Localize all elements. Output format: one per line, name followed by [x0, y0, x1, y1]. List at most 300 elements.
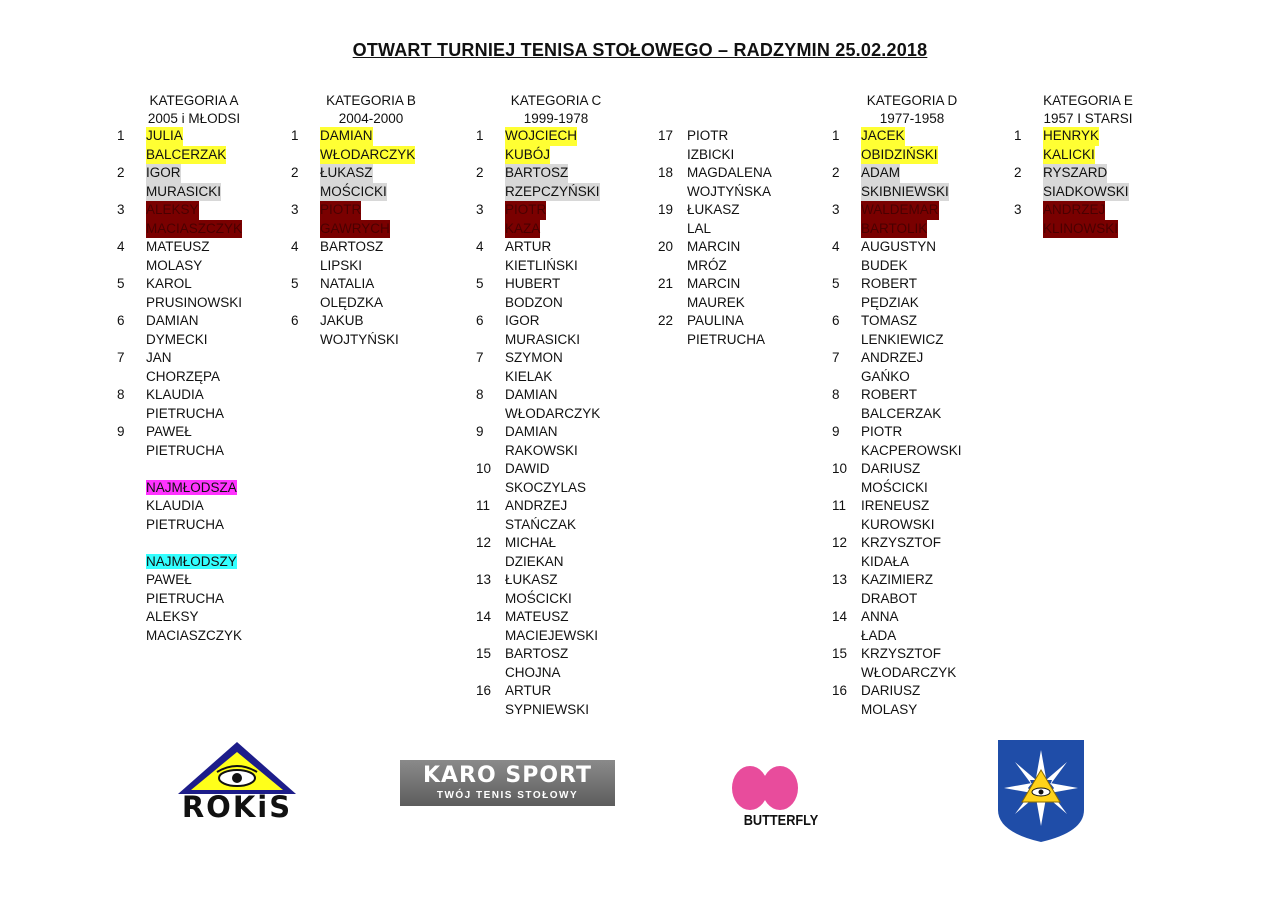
rank-number: 10	[476, 461, 492, 476]
player-entry	[117, 423, 242, 460]
player-name	[861, 201, 939, 238]
rank-number: 2	[1014, 165, 1022, 180]
player-name	[505, 386, 600, 423]
player-last-name: WOJTYŃSKA	[687, 183, 772, 199]
player-last-name: GAŃKO	[861, 368, 910, 384]
player-first-name: KRZYSZTOF	[861, 535, 942, 550]
category-b-years: 2004-2000	[338, 111, 404, 126]
player-last-name: KUROWSKI	[861, 516, 935, 532]
player-last-name: BARTOLIK	[861, 220, 927, 239]
player-last-name: DYMECKI	[146, 331, 208, 347]
category-c-list-part-2	[658, 127, 772, 349]
player-last-name: MOLASY	[861, 701, 918, 717]
player-entry	[1014, 201, 1129, 238]
player-first-name: PIOTR	[505, 201, 546, 220]
player-entry	[476, 386, 600, 423]
player-entry	[291, 312, 415, 349]
player-entry	[476, 275, 600, 312]
rank-number: 15	[832, 646, 848, 661]
rank-number: 1	[117, 128, 125, 143]
rokis-logo	[174, 740, 300, 824]
rank-number: 22	[658, 313, 674, 328]
player-name	[861, 423, 962, 460]
player-name	[861, 608, 899, 645]
player-first-name: ROBERT	[861, 276, 918, 291]
rank-number: 2	[291, 165, 299, 180]
rank-number: 5	[832, 276, 840, 291]
player-first-name: ALEKSY	[146, 201, 199, 220]
rank-number: 6	[117, 313, 125, 328]
player-first-name: ŁUKASZ	[505, 572, 558, 587]
player-name	[320, 201, 390, 238]
player-last-name: MURASICKI	[505, 331, 581, 347]
player-name	[861, 164, 949, 201]
player-name	[505, 460, 586, 497]
player-first-name: ŁUKASZ	[320, 164, 373, 183]
player-name	[1043, 127, 1099, 164]
rank-number: 12	[832, 535, 848, 550]
player-last-name: MACIASZCZYK	[146, 220, 242, 239]
rank-number: 10	[832, 461, 848, 476]
player-name	[505, 349, 563, 386]
rank-number: 15	[476, 646, 492, 661]
player-entry	[658, 127, 772, 164]
youngest-female	[146, 479, 242, 535]
player-first-name: RYSZARD	[1043, 164, 1107, 183]
rank-number: 2	[117, 165, 125, 180]
player-first-name: IGOR	[505, 313, 540, 328]
player-entry	[832, 201, 962, 238]
rank-number: 11	[832, 498, 847, 513]
rank-number: 7	[832, 350, 840, 365]
player-entry	[1014, 127, 1129, 164]
category-c-name: KATEGORIA C	[510, 93, 602, 108]
player-entry	[476, 571, 600, 608]
category-c-list-part-1	[476, 127, 600, 719]
player-first-name: BARTOSZ	[320, 239, 384, 254]
rank-number: 14	[832, 609, 848, 624]
player-name	[861, 497, 935, 534]
player-last-name: WŁODARCZYK	[320, 146, 415, 165]
category-a-years: 2005 i MŁODSI	[147, 111, 241, 126]
rank-number: 8	[476, 387, 484, 402]
player-first-name: PIOTR	[320, 201, 361, 220]
player-first-name: ANNA	[861, 609, 899, 624]
player-name	[146, 423, 224, 460]
rank-number: 1	[832, 128, 840, 143]
youngest-female-label: NAJMŁODSZA	[146, 479, 237, 495]
category-b-header	[316, 92, 426, 128]
rank-number: 9	[476, 424, 484, 439]
player-entry	[832, 423, 962, 460]
rank-number: 20	[658, 239, 674, 254]
player-last-name: BUDEK	[861, 257, 908, 273]
player-entry	[291, 238, 415, 275]
player-name	[505, 238, 578, 275]
rank-number: 13	[832, 572, 848, 587]
player-first-name: JAN	[146, 350, 172, 365]
rank-number: 13	[476, 572, 492, 587]
category-d-header	[857, 92, 967, 128]
player-last-name: BODZON	[505, 294, 563, 310]
player-last-name: SKIBNIEWSKI	[861, 183, 949, 202]
player-name	[146, 164, 221, 201]
player-last-name: KIDAŁA	[861, 553, 910, 569]
player-first-name: DAMIAN	[505, 387, 558, 402]
player-first-name: HENRYK	[1043, 127, 1099, 146]
rank-number: 6	[476, 313, 484, 328]
player-entry	[476, 201, 600, 238]
category-e-header	[1033, 92, 1143, 128]
player-entry	[476, 682, 600, 719]
coat-of-arms-logo	[996, 738, 1086, 844]
player-name	[861, 460, 928, 497]
category-a-name: KATEGORIA A	[149, 93, 239, 108]
player-last-name: BALCERZAK	[146, 146, 226, 165]
player-first-name: MATEUSZ	[505, 609, 569, 624]
player-entry	[658, 238, 772, 275]
player-last-name: PIETRUCHA	[687, 331, 766, 347]
player-last-name: MOLASY	[146, 257, 203, 273]
player-name	[1043, 164, 1129, 201]
rokis-logo-text: ROKiS	[181, 790, 293, 824]
player-last-name: SYPNIEWSKI	[505, 701, 590, 717]
player-first-name: ANDRZEJ	[1043, 201, 1105, 220]
player-first-name: MAGDALENA	[687, 165, 772, 180]
youngest-male	[146, 553, 242, 646]
category-d-name: KATEGORIA D	[866, 93, 958, 108]
rank-number: 4	[476, 239, 484, 254]
player-last-name: OLĘDZKA	[320, 294, 384, 310]
rank-number: 5	[117, 276, 125, 291]
player-entry	[291, 127, 415, 164]
category-d-list	[832, 127, 962, 719]
player-entry	[117, 386, 242, 423]
rank-number: 6	[291, 313, 299, 328]
player-entry	[832, 645, 962, 682]
player-name	[146, 349, 220, 386]
player-entry	[832, 460, 962, 497]
rank-number: 1	[476, 128, 484, 143]
player-name	[1043, 201, 1118, 238]
player-entry	[476, 608, 600, 645]
rank-number: 7	[117, 350, 125, 365]
player-last-name: WOJTYŃSKI	[320, 331, 399, 347]
player-first-name: KAZIMIERZ	[861, 572, 934, 587]
player-entry	[832, 534, 962, 571]
category-d-years: 1977-1958	[879, 111, 945, 126]
player-name	[505, 201, 546, 238]
player-first-name: DARIUSZ	[861, 461, 921, 476]
player-entry	[832, 386, 962, 423]
player-name	[687, 201, 740, 238]
category-c-years: 1999-1978	[523, 111, 589, 126]
player-last-name: MOŚCICKI	[320, 183, 387, 202]
player-name	[505, 571, 572, 608]
category-b-list	[291, 127, 415, 349]
player-name	[861, 682, 920, 719]
youngest-male-name: MACIASZCZYK	[146, 627, 243, 643]
rank-number: 16	[832, 683, 848, 698]
player-entry	[832, 275, 962, 312]
player-first-name: KRZYSZTOF	[861, 646, 942, 661]
player-name	[687, 127, 734, 164]
butterfly-logo	[726, 764, 836, 834]
player-first-name: PAWEŁ	[146, 424, 192, 439]
player-name	[505, 534, 564, 571]
player-entry	[658, 164, 772, 201]
player-first-name: KLAUDIA	[146, 387, 204, 402]
butterfly-wings-icon	[726, 764, 836, 812]
player-last-name: KUBÓJ	[505, 146, 550, 165]
player-entry	[117, 349, 242, 386]
player-entry	[476, 127, 600, 164]
player-first-name: WALDEMAR	[861, 201, 939, 220]
player-last-name: KALICKI	[1043, 146, 1095, 165]
rank-number: 2	[476, 165, 484, 180]
rank-number: 18	[658, 165, 674, 180]
player-first-name: DAMIAN	[505, 424, 558, 439]
coat-of-arms-icon	[996, 738, 1086, 844]
player-last-name: RZEPCZYŃSKI	[505, 183, 600, 202]
player-first-name: HUBERT	[505, 276, 561, 291]
player-last-name: KIELAK	[505, 368, 553, 384]
player-first-name: JULIA	[146, 127, 183, 146]
player-entry	[658, 275, 772, 312]
player-entry	[117, 127, 242, 164]
player-last-name: WŁODARCZYK	[505, 405, 601, 421]
player-name	[861, 312, 944, 349]
player-first-name: ARTUR	[505, 239, 552, 254]
player-name	[505, 312, 580, 349]
player-entry	[117, 164, 242, 201]
player-entry	[117, 312, 242, 349]
player-name	[505, 608, 598, 645]
player-name	[687, 312, 765, 349]
player-name	[146, 386, 224, 423]
player-entry	[832, 608, 962, 645]
category-c-header	[501, 92, 611, 128]
player-first-name: PAULINA	[687, 313, 744, 328]
rank-number: 9	[117, 424, 125, 439]
rank-number: 1	[1014, 128, 1022, 143]
player-first-name: SZYMON	[505, 350, 563, 365]
youngest-female-name: PIETRUCHA	[146, 516, 225, 532]
player-name	[505, 275, 563, 312]
player-last-name: GAWRYCH	[320, 220, 390, 239]
player-last-name: MURASICKI	[146, 183, 221, 202]
category-e-name: KATEGORIA E	[1043, 93, 1133, 108]
category-b-name: KATEGORIA B	[326, 93, 416, 108]
player-last-name: DZIEKAN	[505, 553, 564, 569]
player-last-name: CHOJNA	[505, 664, 561, 680]
player-name	[320, 127, 415, 164]
player-first-name: WOJCIECH	[505, 127, 577, 146]
player-entry	[476, 534, 600, 571]
player-first-name: NATALIA	[320, 276, 375, 291]
youngest-male-name: ALEKSY	[146, 609, 199, 624]
youngest-male-name: PAWEŁ	[146, 572, 192, 587]
player-entry	[832, 164, 962, 201]
rank-number: 12	[476, 535, 492, 550]
player-name	[861, 127, 938, 164]
player-entry	[117, 238, 242, 275]
player-last-name: SKOCZYLAS	[505, 479, 587, 495]
player-last-name: STAŃCZAK	[505, 516, 577, 532]
player-first-name: ŁUKASZ	[687, 202, 740, 217]
player-first-name: BARTOSZ	[505, 646, 569, 661]
player-entry	[1014, 164, 1129, 201]
player-last-name: SIADKOWSKI	[1043, 183, 1129, 202]
rank-number: 8	[117, 387, 125, 402]
player-last-name: MOŚCICKI	[861, 479, 928, 495]
player-last-name: RAKOWSKI	[505, 442, 578, 458]
player-last-name: WŁODARCZYK	[861, 664, 957, 680]
player-last-name: LIPSKI	[320, 257, 363, 273]
player-name	[146, 312, 208, 349]
rank-number: 14	[476, 609, 492, 624]
rank-number: 4	[117, 239, 125, 254]
karo-sport-logo	[400, 760, 615, 806]
player-last-name: KAZA	[505, 220, 540, 239]
player-first-name: BARTOSZ	[505, 164, 568, 183]
youngest-male-label: NAJMŁODSZY	[146, 553, 237, 569]
player-name	[146, 275, 242, 312]
player-entry	[476, 423, 600, 460]
player-last-name: LAL	[687, 220, 712, 236]
player-first-name: DAWID	[505, 461, 550, 476]
player-name	[320, 164, 387, 201]
player-entry	[832, 571, 962, 608]
player-last-name: PRUSINOWSKI	[146, 294, 243, 310]
rank-number: 8	[832, 387, 840, 402]
rank-number: 3	[291, 202, 299, 217]
rank-number: 9	[832, 424, 840, 439]
player-name	[687, 238, 740, 275]
rank-number: 3	[1014, 202, 1022, 217]
player-last-name: BALCERZAK	[861, 405, 942, 421]
player-first-name: AUGUSTYN	[861, 239, 937, 254]
player-name	[146, 127, 226, 164]
player-last-name: MACIEJEWSKI	[505, 627, 599, 643]
player-first-name: MARCIN	[687, 239, 741, 254]
player-entry	[658, 201, 772, 238]
player-first-name: PIOTR	[861, 424, 903, 439]
player-name	[505, 164, 600, 201]
category-e-list	[1014, 127, 1129, 238]
rank-number: 19	[658, 202, 674, 217]
page-title: OTWART TURNIEJ TENISA STOŁOWEGO – RADZYMIN 25.02.2018	[352, 40, 928, 60]
player-name	[861, 275, 919, 312]
karo-sport-logo-sub: TWÓJ TENIS STOŁOWY	[436, 790, 579, 801]
player-name	[861, 534, 941, 571]
player-first-name: TOMASZ	[861, 313, 918, 328]
player-name	[146, 238, 210, 275]
player-first-name: ANDRZEJ	[861, 350, 924, 365]
player-entry	[476, 645, 600, 682]
player-last-name: MAUREK	[687, 294, 745, 310]
player-name	[687, 275, 745, 312]
rank-number: 3	[476, 202, 484, 217]
player-name	[320, 238, 383, 275]
player-entry	[832, 497, 962, 534]
player-entry	[658, 312, 772, 349]
player-entry	[476, 349, 600, 386]
player-name	[320, 275, 383, 312]
player-last-name: LENKIEWICZ	[861, 331, 944, 347]
player-entry	[476, 460, 600, 497]
rank-number: 5	[476, 276, 484, 291]
youngest-female-name: KLAUDIA	[146, 498, 204, 513]
rank-number: 1	[291, 128, 299, 143]
player-first-name: ADAM	[861, 164, 900, 183]
player-entry	[832, 127, 962, 164]
rank-number: 7	[476, 350, 484, 365]
player-entry	[832, 238, 962, 275]
rank-number: 4	[832, 239, 840, 254]
player-name	[861, 645, 956, 682]
player-entry	[476, 497, 600, 534]
rank-number: 3	[832, 202, 840, 217]
category-a-list	[117, 127, 242, 645]
player-first-name: MICHAŁ	[505, 535, 557, 550]
player-first-name: PIOTR	[687, 128, 729, 143]
player-entry	[832, 349, 962, 386]
player-first-name: KAROL	[146, 276, 192, 291]
player-name	[861, 571, 933, 608]
player-last-name: DRABOT	[861, 590, 918, 606]
player-last-name: MRÓZ	[687, 257, 727, 273]
player-first-name: JAKUB	[320, 313, 364, 328]
player-entry	[117, 275, 242, 312]
player-entry	[476, 164, 600, 201]
player-name	[861, 386, 941, 423]
player-first-name: ARTUR	[505, 683, 552, 698]
player-name	[861, 238, 936, 275]
rank-number: 11	[476, 498, 491, 513]
karo-sport-logo-main: KARO SPORT	[422, 763, 592, 788]
player-name	[505, 497, 576, 534]
player-last-name: PIETRUCHA	[146, 442, 225, 458]
player-entry	[291, 275, 415, 312]
player-first-name: ANDRZEJ	[505, 498, 568, 513]
player-name	[146, 201, 242, 238]
player-last-name: CHORZĘPA	[146, 368, 221, 384]
butterfly-logo-text: BUTTERFLY	[743, 812, 819, 829]
player-last-name: PĘDZIAK	[861, 294, 919, 310]
player-first-name: DARIUSZ	[861, 683, 921, 698]
player-name	[505, 423, 578, 460]
player-entry	[476, 312, 600, 349]
category-e-years: 1957 I STARSI	[1043, 111, 1133, 126]
player-last-name: KACPEROWSKI	[861, 442, 962, 458]
player-first-name: MARCIN	[687, 276, 741, 291]
player-first-name: MATEUSZ	[146, 239, 210, 254]
player-first-name: DAMIAN	[146, 313, 199, 328]
player-last-name: ŁADA	[861, 627, 897, 643]
player-entry	[291, 164, 415, 201]
player-first-name: JACEK	[861, 127, 905, 146]
player-last-name: KLINOWSKI	[1043, 220, 1118, 239]
player-entry	[291, 201, 415, 238]
rank-number: 6	[832, 313, 840, 328]
player-name	[505, 645, 568, 682]
youngest-male-name: PIETRUCHA	[146, 590, 225, 606]
rank-number: 16	[476, 683, 492, 698]
player-first-name: IGOR	[146, 164, 181, 183]
player-name	[505, 682, 589, 719]
player-entry	[832, 312, 962, 349]
